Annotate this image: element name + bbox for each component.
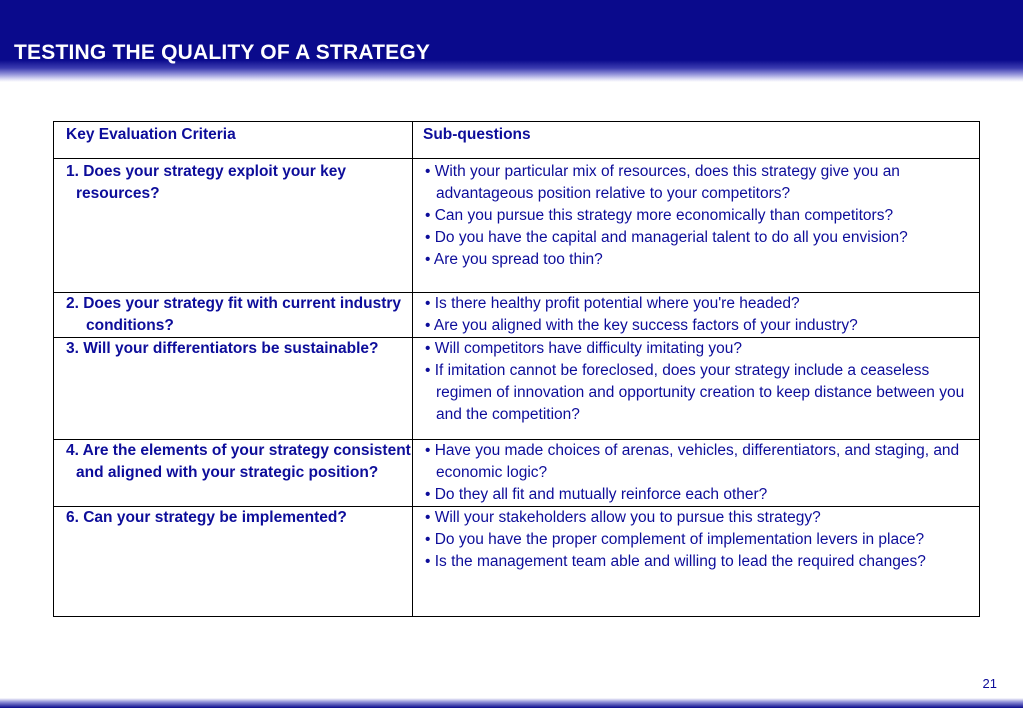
header-key-criteria: Key Evaluation Criteria <box>54 122 413 159</box>
criterion-text: 4. Are the elements of your strategy consistent and aligned with your strategic position? <box>66 442 411 481</box>
subquestions-cell <box>413 507 980 617</box>
page-number: 21 <box>982 676 997 691</box>
subquestion-item: • Do you have the proper complement of implementation levers in place? <box>425 531 925 548</box>
criterion-cell <box>54 338 413 440</box>
footer-band <box>0 698 1023 708</box>
table-row <box>54 440 980 507</box>
table-header-row <box>54 122 980 159</box>
subquestion-item: • Are you aligned with the key success factors of your industry? <box>425 317 858 334</box>
subquestion-item: • Do you have the capital and managerial talent to do all you envision? <box>425 229 908 246</box>
subquestion-item: • Will your stakeholders allow you to pursue this strategy? <box>425 509 821 526</box>
criterion-text: 6. Can your strategy be implemented? <box>66 509 347 526</box>
criterion-text: 2. Does your strategy fit with current industry conditions? <box>66 295 402 334</box>
subquestion-item: • Is there healthy profit potential where you're headed? <box>425 295 800 312</box>
table-row <box>54 507 980 617</box>
table-row <box>54 293 980 338</box>
subquestions-cell <box>413 440 980 507</box>
subquestion-item: • Will competitors have difficulty imitating you? <box>425 340 742 357</box>
subquestion-item: • With your particular mix of resources, does this strategy give you an advantageous position relative to your competitors? <box>425 163 900 202</box>
subquestion-item: • Have you made choices of arenas, vehicles, differentiators, and staging, and economic logic? <box>425 442 960 481</box>
subquestion-item: • Can you pursue this strategy more economically than competitors? <box>425 207 894 224</box>
subquestions-cell <box>413 338 980 440</box>
subquestions-cell <box>413 293 980 338</box>
criterion-cell <box>54 440 413 507</box>
subquestion-item: • Is the management team able and willing to lead the required changes? <box>425 553 926 570</box>
criterion-cell <box>54 293 413 338</box>
criterion-cell <box>54 159 413 293</box>
table-row <box>54 338 980 440</box>
criterion-text: 3. Will your differentiators be sustainable? <box>66 340 379 357</box>
subquestion-item: • If imitation cannot be foreclosed, does your strategy include a ceaseless regimen of innovation and opportunity creation to keep distance between you and the competition? <box>425 362 965 423</box>
subquestion-item: • Are you spread too thin? <box>425 251 603 268</box>
header-sub-questions: Sub-questions <box>413 122 980 159</box>
table-row <box>54 159 980 293</box>
slide-title: TESTING THE QUALITY OF A STRATEGY <box>14 41 431 64</box>
evaluation-table <box>53 121 980 617</box>
criterion-cell <box>54 507 413 617</box>
subquestions-cell <box>413 159 980 293</box>
criterion-text: 1. Does your strategy exploit your key resources? <box>66 163 346 202</box>
subquestion-item: • Do they all fit and mutually reinforce each other? <box>425 486 768 503</box>
